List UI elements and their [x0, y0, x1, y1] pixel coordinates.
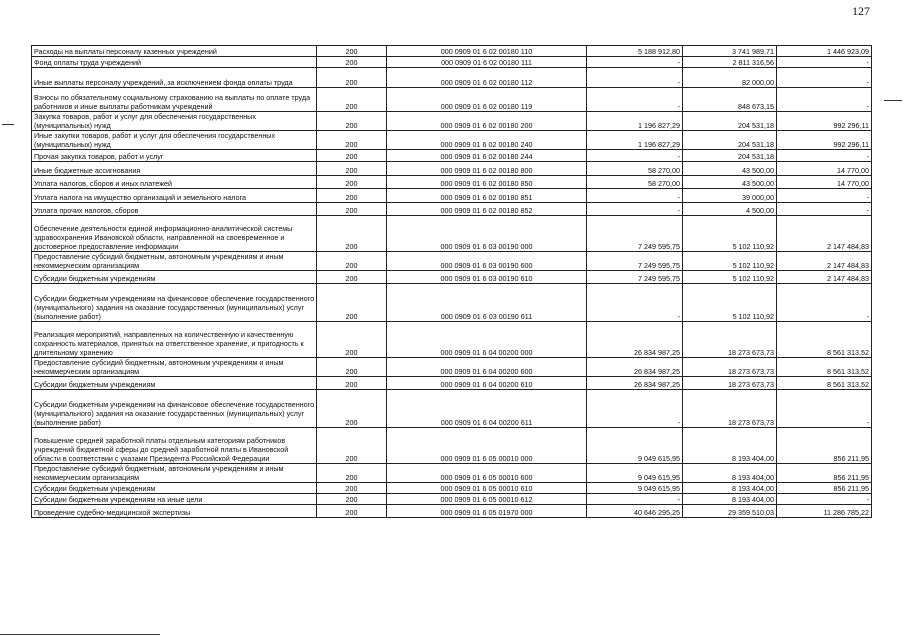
row-code: 200 — [317, 112, 387, 131]
row-kbk: 000 0909 01 6 02 00180 240 — [387, 131, 587, 150]
row-name: Взносы по обязательному социальному страхованию на выплаты по оплате труда работников и иные выплаты работникам учреждений — [32, 88, 317, 112]
row-code: 200 — [317, 176, 387, 189]
row-value-2: 39 000,00 — [683, 189, 777, 203]
row-code: 200 — [317, 131, 387, 150]
row-value-2: 18 273 673,73 — [683, 322, 777, 358]
row-value-3: - — [777, 57, 872, 68]
row-value-1: 58 270,00 — [587, 162, 683, 176]
row-name: Уплата налогов, сборов и иных платежей — [32, 176, 317, 189]
row-code: 200 — [317, 57, 387, 68]
table-row — [32, 377, 872, 390]
row-name: Иные выплаты персоналу учреждений, за исключением фонда оплаты труда — [32, 68, 317, 88]
row-value-1: 7 249 595,75 — [587, 252, 683, 271]
row-value-3: - — [777, 494, 872, 505]
row-kbk: 000 0909 01 6 05 00010 000 — [387, 428, 587, 464]
row-name: Обеспечение деятельности единой информационно-аналитической системы здравоохранения Ивановской области, направленной на своевременное и достоверное предоставление информации — [32, 216, 317, 252]
row-code: 200 — [317, 216, 387, 252]
row-code: 200 — [317, 390, 387, 428]
row-value-1: 26 834 987,25 — [587, 358, 683, 377]
row-value-2: 8 193 404,00 — [683, 494, 777, 505]
row-kbk: 000 0909 01 6 02 00180 244 — [387, 150, 587, 162]
row-name: Уплата прочих налогов, сборов — [32, 203, 317, 216]
row-code: 200 — [317, 203, 387, 216]
footer-rule — [0, 634, 160, 635]
row-value-1: 5 188 912,80 — [587, 46, 683, 57]
table-row — [32, 494, 872, 505]
row-kbk: 000 0909 01 6 02 00180 112 — [387, 68, 587, 88]
row-code: 200 — [317, 46, 387, 57]
row-value-1: - — [587, 284, 683, 322]
row-value-3: 992 296,11 — [777, 131, 872, 150]
table-row — [32, 88, 872, 112]
row-name: Предоставление субсидий бюджетным, автономным учреждениям и иным некоммерческим организациям — [32, 358, 317, 377]
row-value-2: 3 741 989,71 — [683, 46, 777, 57]
row-value-2: 18 273 673,73 — [683, 358, 777, 377]
row-value-3: 856 211,95 — [777, 428, 872, 464]
table-row — [32, 271, 872, 284]
row-value-3: 2 147 484,83 — [777, 271, 872, 284]
row-code: 200 — [317, 322, 387, 358]
row-value-3: 14 770,00 — [777, 162, 872, 176]
row-kbk: 000 0909 01 6 05 00010 610 — [387, 483, 587, 494]
row-value-2: 204 531,18 — [683, 131, 777, 150]
row-value-1: 26 834 987,25 — [587, 377, 683, 390]
row-value-1: 9 049 615,95 — [587, 483, 683, 494]
table-row — [32, 150, 872, 162]
table-row — [32, 216, 872, 252]
table-row — [32, 131, 872, 150]
row-kbk: 000 0909 01 6 04 00200 600 — [387, 358, 587, 377]
row-code: 200 — [317, 358, 387, 377]
row-value-2: 8 193 404,00 — [683, 483, 777, 494]
row-code: 200 — [317, 162, 387, 176]
row-name: Уплата налога на имущество организаций и земельного налога — [32, 189, 317, 203]
row-value-3: 14 770,00 — [777, 176, 872, 189]
table-row — [32, 505, 872, 518]
row-value-3: 1 446 923,09 — [777, 46, 872, 57]
row-code: 200 — [317, 377, 387, 390]
row-kbk: 000 0909 01 6 05 01970 000 — [387, 505, 587, 518]
row-kbk: 000 0909 01 6 04 00200 611 — [387, 390, 587, 428]
row-value-3: 11 286 785,22 — [777, 505, 872, 518]
row-kbk: 000 0909 01 6 02 00180 850 — [387, 176, 587, 189]
row-code: 200 — [317, 88, 387, 112]
row-code: 200 — [317, 483, 387, 494]
row-name: Реализация мероприятий, направленных на количественную и качественную сохранность материалов, принятых на ответственное хранение, и пригодность к длительному хранению — [32, 322, 317, 358]
row-value-2: 43 500,00 — [683, 176, 777, 189]
row-value-2: 204 531,18 — [683, 150, 777, 162]
row-name: Субсидии бюджетным учреждениям на иные цели — [32, 494, 317, 505]
row-value-2: 5 102 110,92 — [683, 216, 777, 252]
row-value-2: 18 273 673,73 — [683, 390, 777, 428]
row-kbk: 000 0909 01 6 04 00200 610 — [387, 377, 587, 390]
row-kbk: 000 0909 01 6 04 00200 000 — [387, 322, 587, 358]
row-kbk: 000 0909 01 6 02 00180 110 — [387, 46, 587, 57]
row-value-3: - — [777, 88, 872, 112]
row-value-1: 9 049 615,95 — [587, 428, 683, 464]
row-value-2: 5 102 110,92 — [683, 284, 777, 322]
table-row — [32, 390, 872, 428]
table-row — [32, 252, 872, 271]
margin-dash-right — [884, 100, 902, 101]
row-value-1: - — [587, 150, 683, 162]
row-value-2: 43 500,00 — [683, 162, 777, 176]
row-kbk: 000 0909 01 6 05 00010 612 — [387, 494, 587, 505]
row-name: Предоставление субсидий бюджетным, автономным учреждениям и иным некоммерческим организациям — [32, 252, 317, 271]
row-value-3: 856 211,95 — [777, 464, 872, 483]
row-value-3: 2 147 484,83 — [777, 216, 872, 252]
row-name: Субсидии бюджетным учреждениям — [32, 483, 317, 494]
row-value-1: - — [587, 88, 683, 112]
table-row — [32, 68, 872, 88]
row-value-1: - — [587, 390, 683, 428]
row-kbk: 000 0909 01 6 02 00180 111 — [387, 57, 587, 68]
row-value-1: 7 249 595,75 — [587, 271, 683, 284]
row-code: 200 — [317, 271, 387, 284]
row-name: Субсидии бюджетным учреждениям на финансовое обеспечение государственного (муниципального) задания на оказание государственных (муниципальных) услуг (выполнение работ) — [32, 390, 317, 428]
row-value-1: 1 196 827,29 — [587, 131, 683, 150]
row-code: 200 — [317, 189, 387, 203]
row-name: Иные бюджетные ассигнования — [32, 162, 317, 176]
row-name: Субсидии бюджетным учреждениям — [32, 377, 317, 390]
row-value-3: 8 561 313,52 — [777, 358, 872, 377]
row-code: 200 — [317, 464, 387, 483]
row-code: 200 — [317, 505, 387, 518]
row-value-1: 40 646 295,25 — [587, 505, 683, 518]
table-row — [32, 428, 872, 464]
table-row — [32, 358, 872, 377]
row-value-2: 8 193 404,00 — [683, 464, 777, 483]
margin-dash-left — [2, 124, 14, 125]
table-row — [32, 46, 872, 57]
row-code: 200 — [317, 428, 387, 464]
row-value-3: - — [777, 203, 872, 216]
row-code: 200 — [317, 284, 387, 322]
row-value-1: - — [587, 203, 683, 216]
row-value-3: 856 211,95 — [777, 483, 872, 494]
row-value-2: 204 531,18 — [683, 112, 777, 131]
row-value-2: 29 359 510,03 — [683, 505, 777, 518]
row-code: 200 — [317, 150, 387, 162]
row-value-1: 9 049 615,95 — [587, 464, 683, 483]
row-value-3: 2 147 484,83 — [777, 252, 872, 271]
table-row — [32, 284, 872, 322]
table-row — [32, 483, 872, 494]
table-row — [32, 464, 872, 483]
row-name: Фонд оплаты труда учреждений — [32, 57, 317, 68]
row-kbk: 000 0909 01 6 03 00190 000 — [387, 216, 587, 252]
budget-table — [31, 45, 872, 518]
row-value-2: 4 500,00 — [683, 203, 777, 216]
table-row — [32, 162, 872, 176]
row-value-3: - — [777, 189, 872, 203]
row-value-1: 7 249 595,75 — [587, 216, 683, 252]
row-value-1: - — [587, 68, 683, 88]
row-code: 200 — [317, 494, 387, 505]
row-kbk: 000 0909 01 6 03 00190 611 — [387, 284, 587, 322]
table-row — [32, 176, 872, 189]
row-value-3: 992 296,11 — [777, 112, 872, 131]
row-name: Расходы на выплаты персоналу казенных учреждений — [32, 46, 317, 57]
row-kbk: 000 0909 01 6 02 00180 200 — [387, 112, 587, 131]
table-row — [32, 322, 872, 358]
table-row — [32, 189, 872, 203]
row-value-2: 8 193 404,00 — [683, 428, 777, 464]
row-value-3: - — [777, 390, 872, 428]
row-kbk: 000 0909 01 6 03 00190 600 — [387, 252, 587, 271]
page-number: 127 — [852, 4, 870, 18]
row-value-3: 8 561 313,52 — [777, 322, 872, 358]
row-value-1: 26 834 987,25 — [587, 322, 683, 358]
row-kbk: 000 0909 01 6 05 00010 600 — [387, 464, 587, 483]
row-name: Субсидии бюджетным учреждениям — [32, 271, 317, 284]
budget-table-body — [32, 46, 872, 518]
row-name: Закупка товаров, работ и услуг для обеспечения государственных (муниципальных) нужд — [32, 112, 317, 131]
row-value-1: - — [587, 494, 683, 505]
row-kbk: 000 0909 01 6 02 00180 119 — [387, 88, 587, 112]
row-value-2: 5 102 110,92 — [683, 252, 777, 271]
row-kbk: 000 0909 01 6 03 00190 610 — [387, 271, 587, 284]
row-value-1: - — [587, 189, 683, 203]
row-value-1: 1 196 827,29 — [587, 112, 683, 131]
row-value-3: - — [777, 284, 872, 322]
table-row — [32, 203, 872, 216]
row-value-1: 58 270,00 — [587, 176, 683, 189]
row-value-1: - — [587, 57, 683, 68]
row-value-3: - — [777, 68, 872, 88]
row-value-2: 82 000,00 — [683, 68, 777, 88]
row-value-2: 2 811 316,56 — [683, 57, 777, 68]
row-name: Повышение средней заработной платы отдельным категориям работников учреждений бюджетной сферы до средней заработной платы в Ивановской области в соответствии с указами Президента Российской Федерации — [32, 428, 317, 464]
row-kbk: 000 0909 01 6 02 00180 800 — [387, 162, 587, 176]
row-name: Проведение судебно-медицинской экспертизы — [32, 505, 317, 518]
row-value-2: 848 673,15 — [683, 88, 777, 112]
row-value-3: 8 561 313,52 — [777, 377, 872, 390]
row-value-2: 5 102 110,92 — [683, 271, 777, 284]
row-name: Субсидии бюджетным учреждениям на финансовое обеспечение государственного (муниципального) задания на оказание государственных (муниципальных) услуг (выполнение работ) — [32, 284, 317, 322]
row-code: 200 — [317, 68, 387, 88]
row-name: Прочая закупка товаров, работ и услуг — [32, 150, 317, 162]
row-kbk: 000 0909 01 6 02 00180 851 — [387, 189, 587, 203]
row-name: Иные закупки товаров, работ и услуг для обеспечения государственных (муниципальных) нужд — [32, 131, 317, 150]
row-name: Предоставление субсидий бюджетным, автономным учреждениям и иным некоммерческим организациям — [32, 464, 317, 483]
row-kbk: 000 0909 01 6 02 00180 852 — [387, 203, 587, 216]
row-value-3: - — [777, 150, 872, 162]
row-code: 200 — [317, 252, 387, 271]
row-value-2: 18 273 673,73 — [683, 377, 777, 390]
table-row — [32, 57, 872, 68]
table-row — [32, 112, 872, 131]
